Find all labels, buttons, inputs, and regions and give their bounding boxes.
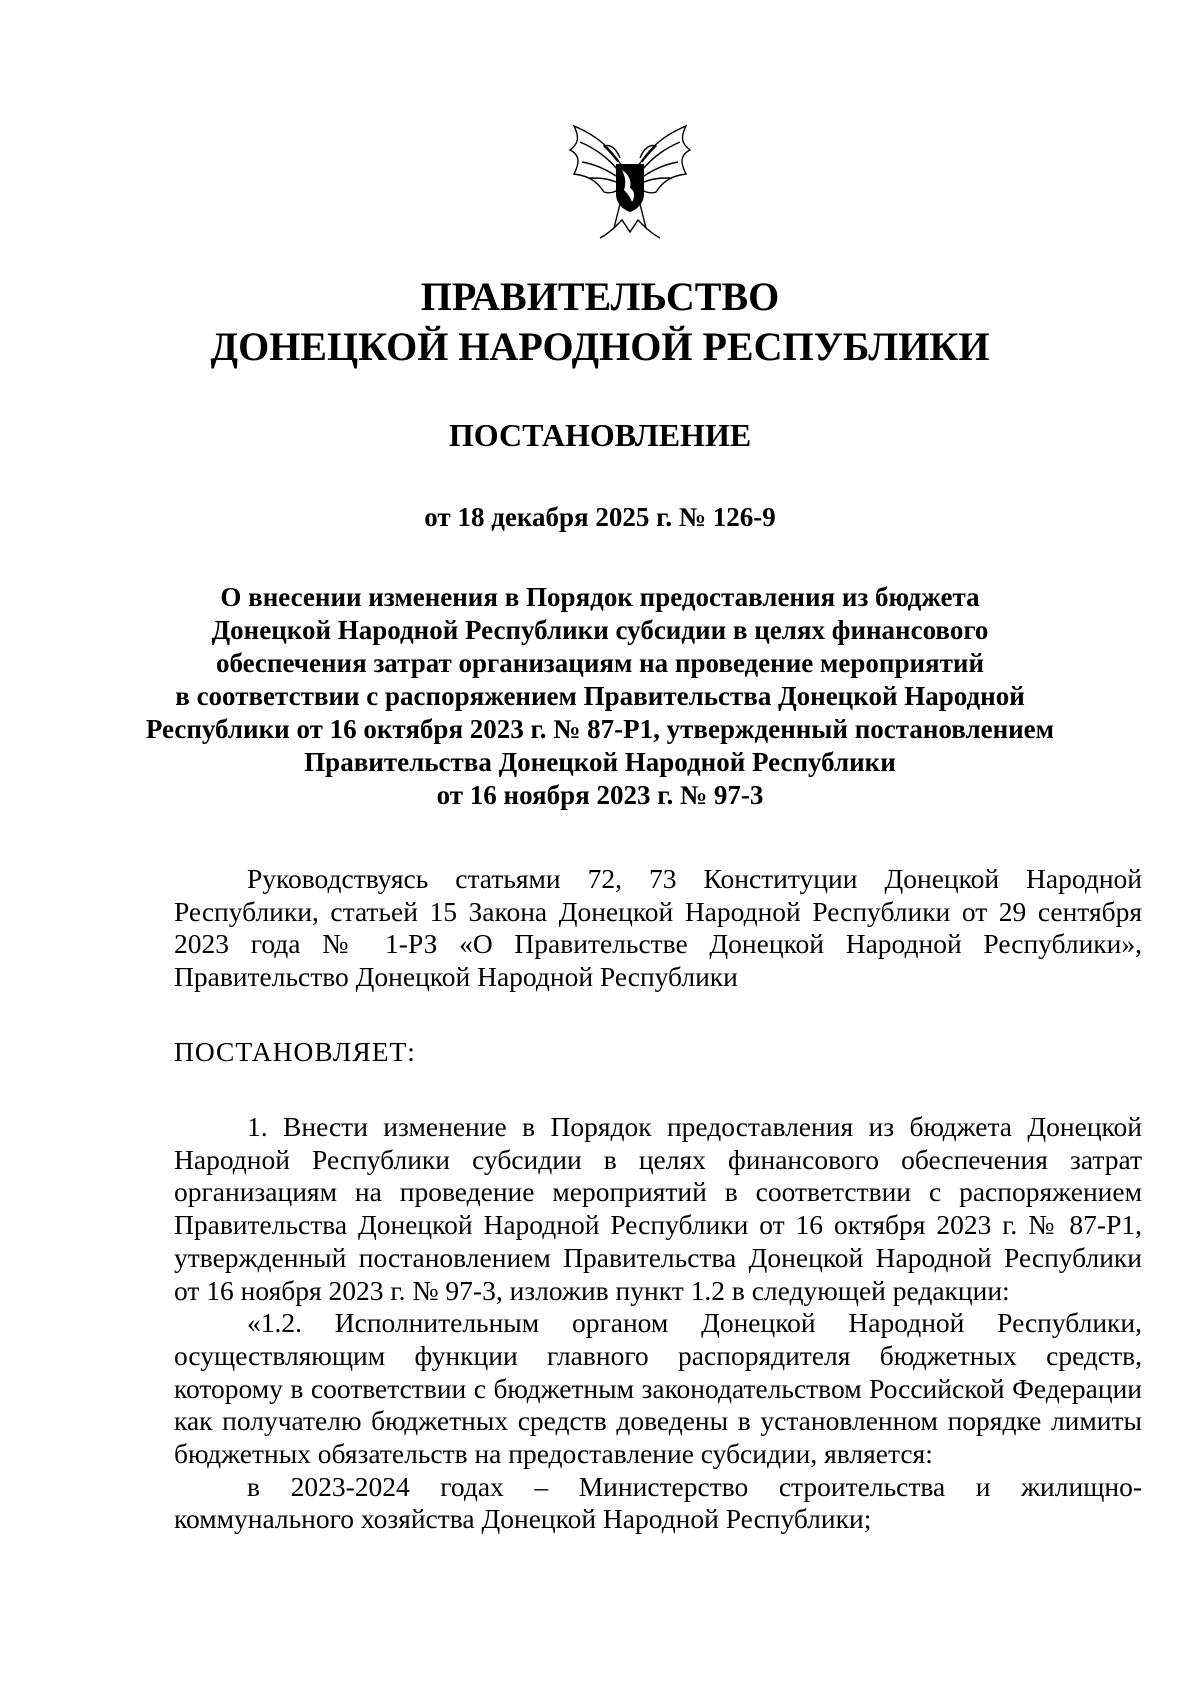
government-name: [0, 272, 1200, 372]
body-paragraph: «1.2. Исполнительным органом Донецкой Народной Республики, осуществляющим функции главного распорядителя бюджетных средств, которому в соответствии с бюджетным законодательством Российской Федерации как получателю бюджетных средств доведены в установленном порядке лимиты бюджетных обязательств на предоставление субсидии, является:: [174, 1307, 1142, 1470]
document-body: [174, 1111, 1142, 1536]
body-paragraph: в 2023-2024 годах – Министерство строительства и жилищно-коммунального хозяйства Донецкой Народной Республики;: [174, 1470, 1142, 1535]
government-line-1: ПРАВИТЕЛЬСТВО: [420, 274, 780, 319]
subject-line: обеспечения затрат организациям на проведение мероприятий: [215, 648, 985, 678]
subject-line: Правительства Донецкой Народной Республики: [304, 747, 896, 777]
body-paragraph: 1. Внести изменение в Порядок предоставления из бюджета Донецкой Народной Республики субсидии в целях финансового обеспечения затрат организациям на проведение мероприятий в соответствии с распоряжением Правительства Донецкой Народной Республики от 16 октября 2023 г. № 87-Р1, утвержденный постановлением Правительства Донецкой Народной Республики от 16 ноября 2023 г. № 97-3, изложив пункт 1.2 в следующей редакции:: [174, 1111, 1142, 1306]
subject-line: Донецкой Народной Республики субсидии в целях финансового: [211, 615, 989, 645]
coat-of-arms-icon: [560, 108, 700, 248]
preamble-paragraph: Руководствуясь статьями 72, 73 Конституции Донецкой Народной Республики, статьей 15 Закона Донецкой Народной Республики от 29 сентября 2023 года № 1-РЗ «О Правительстве Донецкой Народной Республики», Правительство Донецкой Народной Республики: [174, 863, 1142, 993]
subject-line: О внесении изменения в Порядок предоставления из бюджета: [220, 582, 980, 612]
document-subject: [0, 581, 1200, 812]
subject-line: Республики от 16 октября 2023 г. № 87-Р1, утвержденный постановлением: [145, 714, 1055, 744]
subject-line: от 16 ноября 2023 г. № 97-3: [436, 780, 764, 810]
document-date: от 18 декабря 2025 г. № 126-9: [424, 502, 776, 532]
subject-line: в соответствии с распоряжением Правительства Донецкой Народной: [175, 681, 1025, 711]
decree-word: ПОСТАНОВЛЯЕТ:: [174, 1036, 416, 1067]
preamble: [174, 863, 1142, 994]
document-type: ПОСТАНОВЛЕНИЕ: [448, 417, 752, 453]
government-line-2: ДОНЕЦКОЙ НАРОДНОЙ РЕСПУБЛИКИ: [210, 324, 990, 369]
